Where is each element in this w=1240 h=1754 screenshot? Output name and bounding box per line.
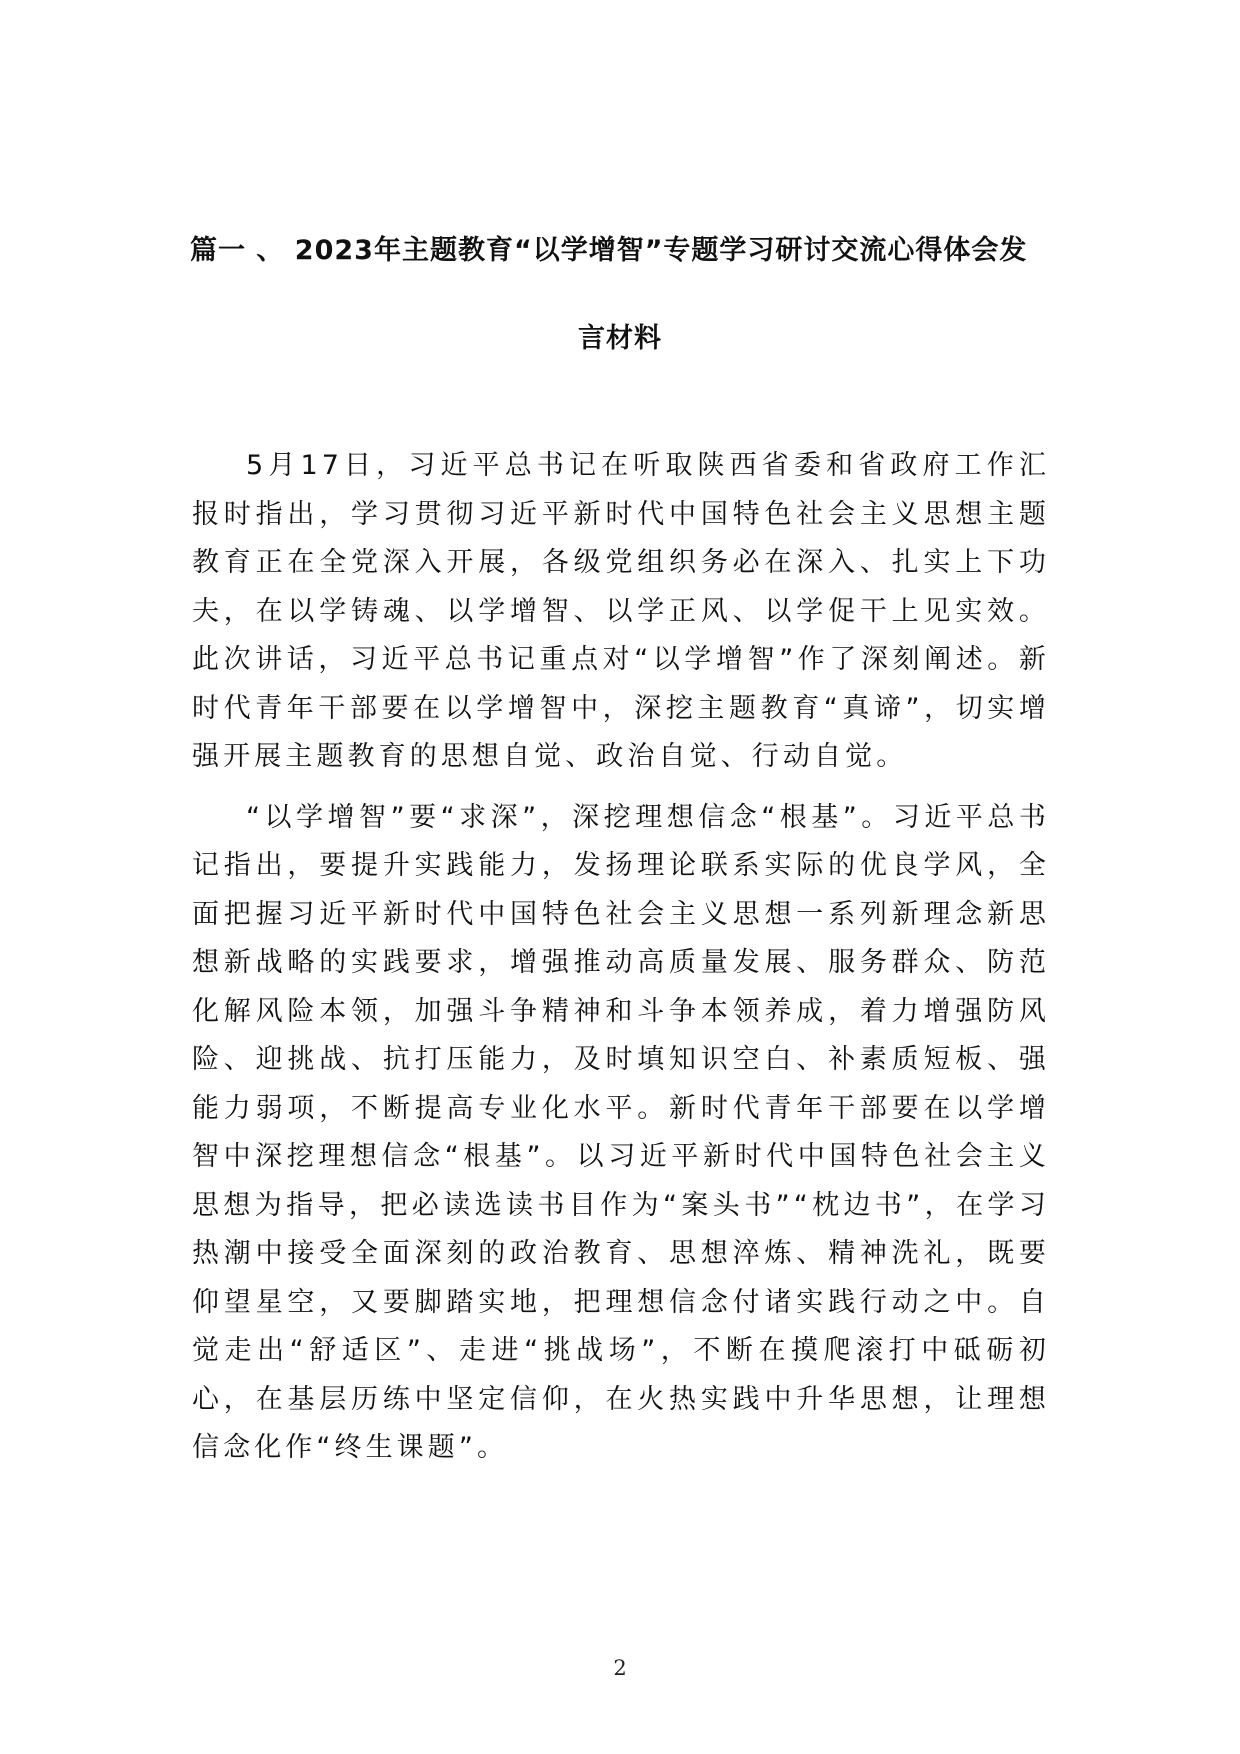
- body-paragraph-2: “以学增智”要“求深”，深挖理想信念“根基”。习近平总书记指出，要提升实践能力，发扬理论联系实际的优良学风，全面把握习近平新时代中国特色社会主义思想一系列新理念新思想新战略的实践要求，增强推动高质量发展、服务群众、防范化解风险本领，加强斗争精神和斗争本领养成，着力增强防风险、迎挑战、抗打压能力，及时填知识空白、补素质短板、强能力弱项，不断提高专业化水平。新时代青年干部要在以学增智中深挖理想信念“根基”。以习近平新时代中国特色社会主义思想为指导，把必读选读书目作为“案头书”“枕边书”，在学习热潮中接受全面深刻的政治教育、思想淬炼、精神洗礼，既要仰望星空，又要脚踏实地，把理想信念付诸实践行动之中。自觉走出“舒适区”、走进“挑战场”，不断在摸爬滚打中砥砺初心，在基层历练中坚定信仰，在火热实践中升华思想，让理想信念化作“终生课题”。: [192, 801, 1050, 1463]
- page-number: 2: [613, 1656, 627, 1680]
- document-title-line-2: 言材料: [578, 323, 662, 354]
- document-title-line-1: 篇一 、 2023年主题教育“以学增智”专题学习研讨交流心得体会发: [190, 235, 1028, 266]
- document-body: [192, 442, 1050, 1485]
- body-paragraph-1: 5月17日，习近平总书记在听取陕西省委和省政府工作汇报时指出，学习贯彻习近平新时代中国特色社会主义思想主题教育正在全党深入开展，各级党组织务必在深入、扎实上下功夫，在以学铸魂、以学增智、以学正风、以学促干上见实效。此次讲话，习近平总书记重点对“以学增智”作了深刻阐述。新时代青年干部要在以学增智中，深挖主题教育“真谛”，切实增强开展主题教育的思想自觉、政治自觉、行动自觉。: [192, 450, 1050, 772]
